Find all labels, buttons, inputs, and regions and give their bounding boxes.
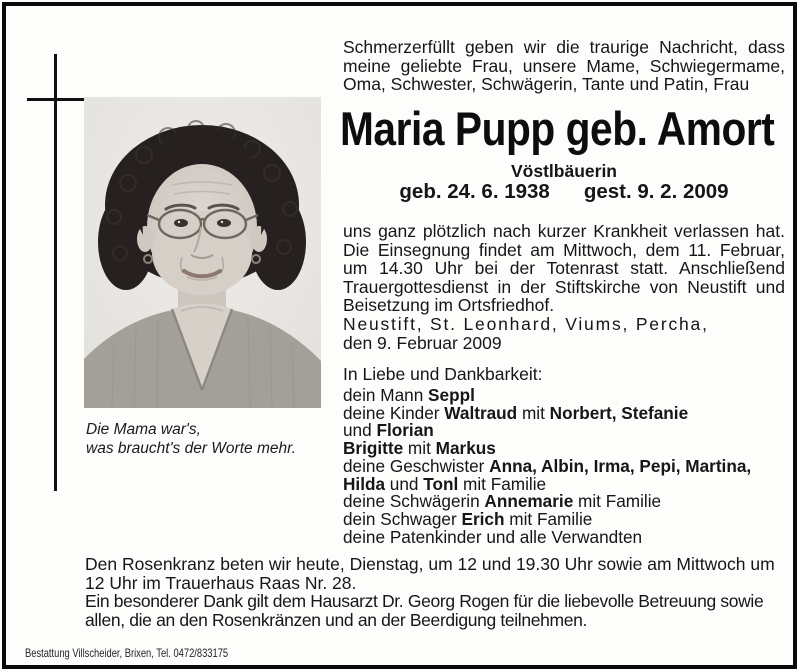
thanks-text: Ein besonderer Dank gilt dem Hausarzt Dr. Georg Rogen für die liebevolle Betreuung sowie allen, die an den Rosenkränzen und an der Beerdigung teilnehmen. [85, 591, 764, 630]
life-dates [343, 179, 785, 204]
photo-caption [86, 420, 296, 458]
family-line: Brigitte mit Markus [343, 438, 496, 459]
funeral-details-text: uns ganz plötzlich nach kurzer Krankheit verlassen hat. Die Einsegnung findet am Mittwoch, dem 11. Februar, um 14.30 Uhr bei der Totenrast statt. Anschließend Trauergottesdienst in der Stiftskirche von Neustift und Beisetzung im Ortsfriedhof. [343, 221, 785, 316]
family-line: dein Mann Seppl [343, 385, 475, 405]
deceased-name: Maria Pupp geb. Amort [340, 102, 775, 155]
closing-line: In Liebe und Dankbarkeit: [343, 364, 543, 384]
intro-text: Schmerzerfüllt geben wir die traurige Nachricht, dass meine geliebte Frau, unsere Mame, Schwiegermame, Oma, Schwester, Schwägerin, Tante und Patin, Frau [343, 37, 785, 95]
birth-date: geb. 24. 6. 1938 [399, 180, 550, 203]
family-line: Hilda und Tonl mit Familie [343, 473, 547, 494]
date-line: den 9. Februar 2009 [343, 332, 502, 353]
photo-caption-line1: Die Mama war's, [86, 421, 201, 438]
rosary-text: Den Rosenkranz beten wir heute, Dienstag, um 12 und 19.30 Uhr sowie am Mittwoch um 12 Uhr im Trauerhaus Raas Nr. 28. [85, 554, 775, 593]
family-line: deine Patenkinder und alle Verwandten [343, 526, 643, 547]
family-line: und Florian [343, 420, 434, 441]
bottom-block [85, 555, 787, 629]
cross-vertical-bar [54, 54, 57, 491]
family-line: deine Schwägerin Annemarie mit Familie [343, 491, 662, 512]
deceased-name-block [340, 104, 785, 156]
family-list [343, 387, 793, 546]
death-date: gest. 9. 2. 2009 [583, 180, 729, 203]
deceased-title: Vöstlbäuerin [511, 161, 617, 181]
family-line: deine Kinder Waltraud mit Norbert, Stefanie [343, 402, 689, 423]
portrait-photo [84, 97, 321, 408]
photo-caption-line2: was braucht's der Worte mehr. [86, 440, 296, 457]
places-block [343, 315, 800, 352]
family-line: dein Schwager Erich mit Familie [343, 508, 593, 529]
places-line: Neustift, St. Leonhard, Viums, Percha, [343, 314, 709, 334]
funeral-home-footer: Bestattung Villscheider, Brixen, Tel. 0472/833175 [25, 646, 229, 660]
cross-horizontal-bar [27, 98, 84, 101]
family-line: deine Geschwister Anna, Albin, Irma, Pepi, Martina, [343, 455, 752, 476]
